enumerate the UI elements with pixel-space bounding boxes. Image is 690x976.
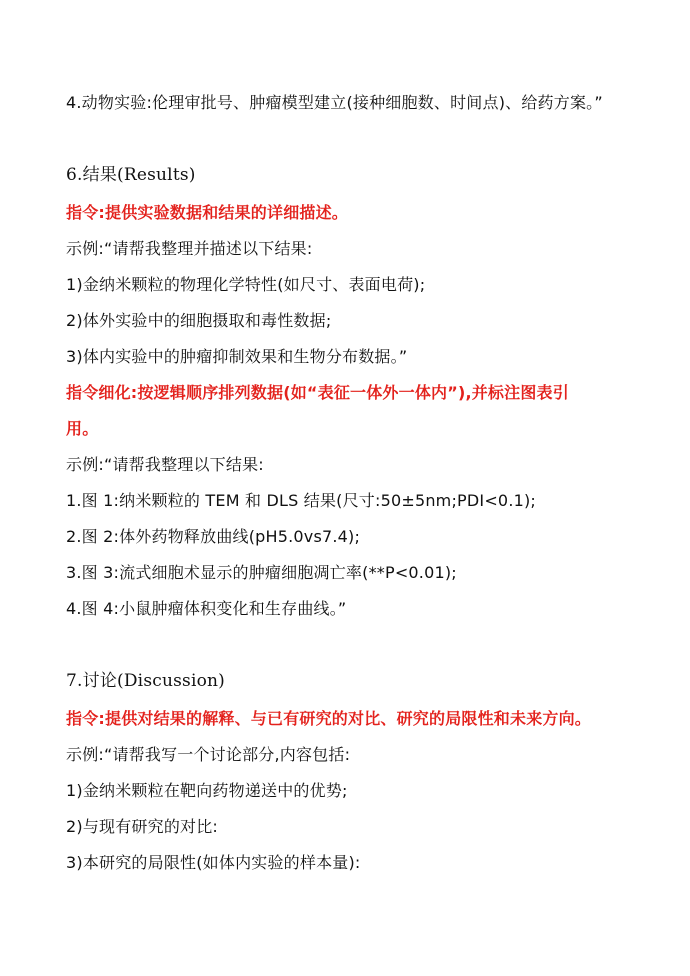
refined-example-intro: 示例:“请帮我整理以下结果:	[66, 455, 264, 474]
discussion-example-item: 1)金纳米颗粒在靶向药物递送中的优势;	[66, 781, 348, 800]
figure-item: 1.图 1:纳米颗粒的 TEM 和 DLS 结果(尺寸:50±5nm;PDI<0.1);	[66, 491, 537, 510]
results-example-intro: 示例:“请帮我整理并描述以下结果:	[66, 239, 313, 258]
figure-item: 2.图 2:体外药物释放曲线(pH5.0vs7.4);	[66, 527, 361, 546]
results-heading: 6.结果(Results)	[66, 165, 196, 185]
refined-instruction-line: 指令细化:按逻辑顺序排列数据(如“表征一体外一体内”),并标注图表引	[66, 383, 569, 402]
animal-experiment-item: 4.动物实验:伦理审批号、肿瘤模型建立(接种细胞数、时间点)、给药方案。”	[66, 93, 603, 112]
figure-item: 3.图 3:流式细胞术显示的肿瘤细胞凋亡率(**P<0.01);	[66, 563, 457, 582]
refined-instruction-line: 用。	[66, 419, 99, 438]
discussion-instruction: 指令:提供对结果的解释、与已有研究的对比、研究的局限性和未来方向。	[66, 709, 591, 728]
results-instruction: 指令:提供实验数据和结果的详细描述。	[66, 203, 348, 222]
results-example-item: 1)金纳米颗粒的物理化学特性(如尺寸、表面电荷);	[66, 275, 426, 294]
discussion-example-intro: 示例:“请帮我写一个讨论部分,内容包括:	[66, 745, 351, 764]
discussion-example-item: 3)本研究的局限性(如体内实验的样本量):	[66, 853, 361, 872]
discussion-heading: 7.讨论(Discussion)	[66, 671, 226, 691]
results-example-item: 2)体外实验中的细胞摄取和毒性数据;	[66, 311, 332, 330]
results-example-item: 3)体内实验中的肿瘤抑制效果和生物分布数据。”	[66, 347, 408, 366]
discussion-example-item: 2)与现有研究的对比:	[66, 817, 219, 836]
figure-item: 4.图 4:小鼠肿瘤体积变化和生存曲线。”	[66, 599, 347, 618]
